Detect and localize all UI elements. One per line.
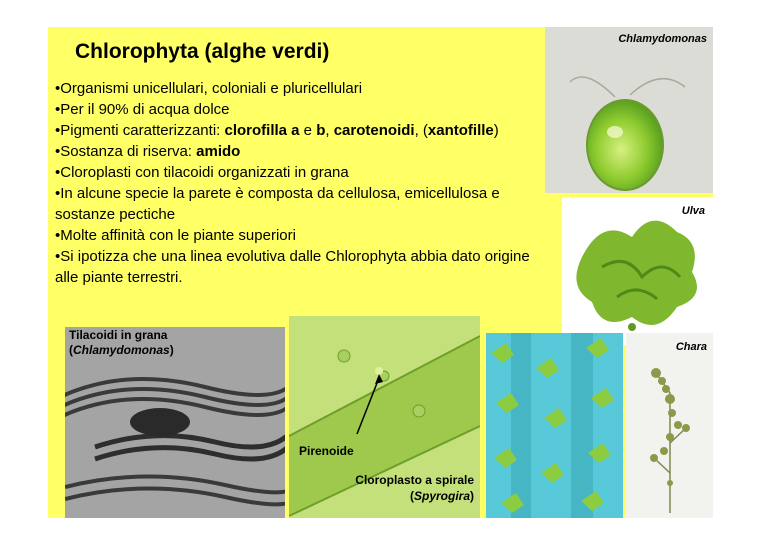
ulva-photo bbox=[562, 197, 713, 345]
bullet-text-run: carotenoidi bbox=[333, 122, 415, 139]
bullet-item bbox=[55, 162, 540, 183]
bullet-text-run: •In alcune specie la parete è composta da cellulosa, emicellulosa e sostanze pectiche bbox=[55, 185, 500, 223]
bullet-text-run: , bbox=[325, 122, 334, 139]
bullet-text-run: •Per il 90% di acqua dolce bbox=[55, 101, 230, 118]
bullet-item bbox=[55, 78, 540, 99]
bullet-text-run: xantofille bbox=[427, 122, 494, 139]
bullet-text-run: amido bbox=[196, 143, 241, 160]
slide bbox=[48, 27, 713, 518]
bullet-item bbox=[55, 225, 540, 246]
bullet-text-run: •Organismi unicellulari, coloniali e pluricellulari bbox=[55, 80, 363, 97]
bullet-text-run: clorofilla a bbox=[224, 122, 300, 139]
spyrogira-spiral-photo bbox=[486, 333, 623, 518]
bullet-text-run: b bbox=[316, 122, 326, 139]
bullet-item bbox=[55, 183, 540, 225]
bullet-item bbox=[55, 141, 540, 162]
chlamydomonas-label: Chlamydomonas bbox=[618, 33, 707, 45]
chlamydomonas-photo bbox=[545, 27, 713, 193]
bullet-text-run: e bbox=[299, 122, 317, 139]
bullet-list bbox=[55, 78, 540, 288]
pirenoide-label: Pirenoide bbox=[299, 444, 354, 458]
chara-photo bbox=[626, 333, 713, 518]
bullet-text-run: •Cloroplasti con tilacoidi organizzati in grana bbox=[55, 164, 349, 181]
spyrogira-spiral-image bbox=[486, 333, 623, 518]
bullet-text-run: , ( bbox=[414, 122, 428, 139]
bullet-item bbox=[55, 246, 540, 288]
chara-label: Chara bbox=[675, 341, 707, 353]
bullet-text-run: •Sostanza di riserva: bbox=[55, 143, 197, 160]
spyrogira-caption: Cloroplasto a spirale (Spyrogira) bbox=[355, 473, 474, 503]
bullet-item bbox=[55, 99, 540, 120]
bullet-text-run: •Pigmenti caratterizzanti: bbox=[55, 122, 225, 139]
ulva-image bbox=[562, 197, 713, 345]
bullet-item bbox=[55, 120, 540, 141]
bullet-text-run: •Si ipotizza che una linea evolutiva dalle Chlorophyta abbia dato origine alle piante terrestri. bbox=[55, 248, 530, 286]
chlamydomonas-image bbox=[545, 27, 713, 193]
slide-title: Chlorophyta (alghe verdi) bbox=[75, 40, 330, 63]
tilacoidi-label: Tilacoidi in grana (Chlamydomonas) bbox=[69, 328, 174, 357]
tilacoidi-photo bbox=[65, 327, 285, 518]
chara-image bbox=[626, 333, 713, 518]
bullet-text-run: ) bbox=[493, 122, 499, 139]
ulva-label: Ulva bbox=[681, 205, 705, 217]
bullet-text-run: •Molte affinità con le piante superiori bbox=[55, 227, 296, 244]
